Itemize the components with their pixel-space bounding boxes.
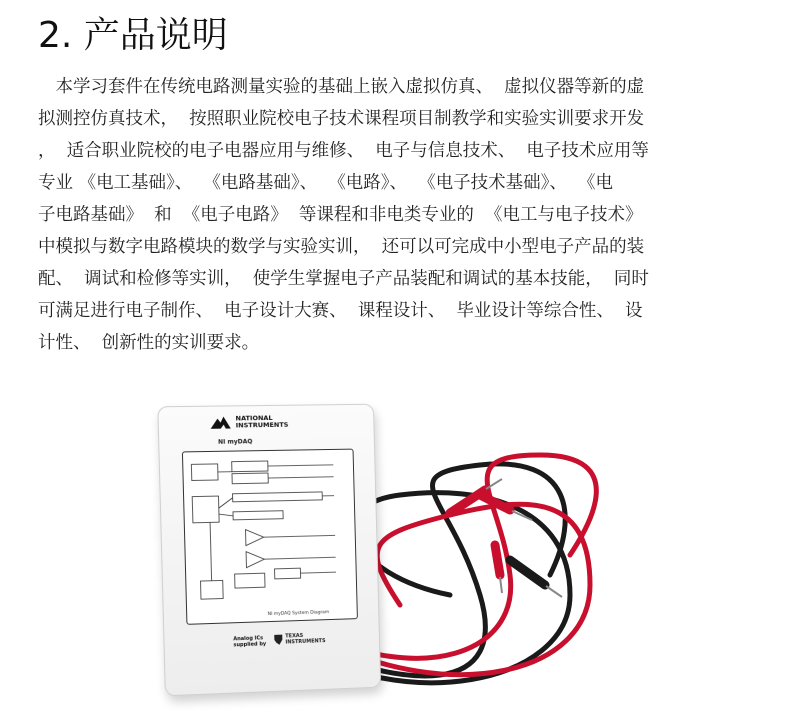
analog-ics-label: Analog ICs supplied by (233, 635, 267, 649)
description-line: 可满足进行电子制作、 电子设计大赛、 课程设计、 毕业设计等综合性、 设 (38, 301, 643, 321)
description-line: 计性、 创新性的实训要求。 (38, 333, 260, 353)
product-photo (150, 395, 620, 705)
block-diagram-icon (183, 450, 357, 624)
ti-logo-icon (273, 634, 283, 646)
diagram-caption: NI myDAQ System Diagram (267, 610, 330, 618)
description-line: 配、 调试和检修等实训， 使学生掌握电子产品装配和调试的基本技能， 同时 (38, 269, 649, 289)
model-label: NI myDAQ (217, 438, 253, 446)
description-line: 本学习套件在传统电路测量实验的基础上嵌入虚拟仿真、 虚拟仪器等新的虚 (38, 77, 645, 97)
brand-label: NATIONAL INSTRUMENTS (235, 413, 289, 430)
section-title: 2. 产品说明 (38, 15, 228, 56)
system-diagram (182, 449, 358, 625)
description-line: 专业 《电工基础》、 《电路基础》、 《电路》、 《电子技术基础》、 《电 (38, 173, 614, 193)
ni-eagle-icon (209, 414, 232, 430)
description-line: 子电路基础》 和 《电子电路》 等课程和非电类专业的 《电工与电子技术》 (38, 205, 643, 225)
description-line: 拟测控仿真技术， 按照职业院校电子技术课程项目制教学和实验实训要求开发 (38, 109, 645, 129)
partner-label: TEXAS INSTRUMENTS (285, 632, 326, 645)
nimydaq-device (157, 404, 381, 697)
ni-logo (209, 414, 295, 431)
description-line: 中模拟与数字电路模块的数学与实验实训， 还可以可完成中小型电子产品的装 (38, 237, 645, 257)
description-line: ， 适合职业院校的电子电器应用与维修、 电子与信息技术、 电子技术应用等 (38, 141, 649, 161)
description-paragraph (38, 71, 768, 359)
